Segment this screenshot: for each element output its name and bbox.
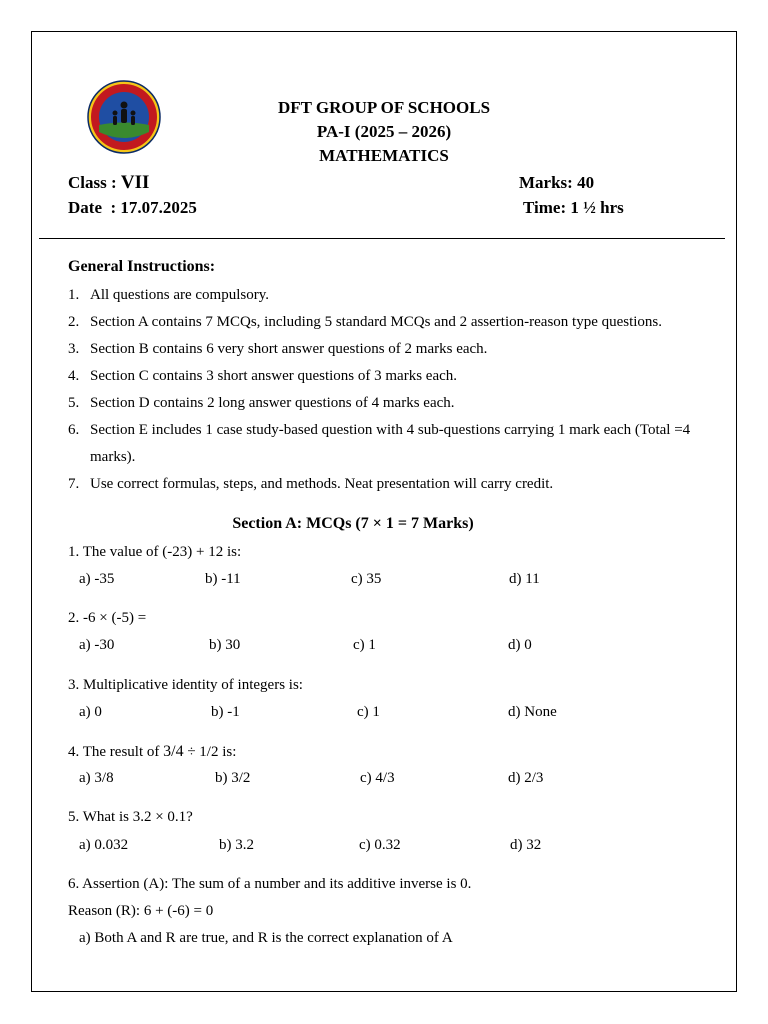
instruction-text: Section D contains 2 long answer questions of 4 marks each. [90,395,455,411]
instruction-number: 2. [68,314,80,330]
option: d) 11 [509,571,540,587]
date-value: 17.07.2025 [120,198,197,217]
time-text: Time: 1 ½ hrs [523,198,624,217]
option: a) -35 [79,571,115,587]
instruction-text: Section B contains 6 very short answer questions of 2 marks each. [90,341,488,357]
header-divider [39,238,725,239]
option: b) -1 [211,704,240,720]
option: d) None [508,704,557,720]
instruction-number: 3. [68,341,80,357]
option: a) Both A and R are true, and R is the correct explanation of A [79,930,453,946]
option: a) 3/8 [79,770,114,786]
instruction-number: 5. [68,395,80,411]
class-field [68,172,149,194]
marks-text: Marks: 40 [519,173,595,192]
question-4-suffix: ÷ 1/2 is: [183,744,237,760]
option: d) 2/3 [508,770,544,786]
option: c) 1 [357,704,380,720]
option: b) -11 [205,571,241,587]
option: a) 0.032 [79,837,129,853]
option: d) 32 [510,837,542,853]
question-2: 2. -6 × (-5) = [68,610,147,626]
question-1: 1. The value of (-23) + 12 is: [68,544,242,560]
instruction-text-continued: marks). [90,449,136,465]
class-value: VII [120,172,150,193]
question-4-prefix: 4. The result of [68,744,164,760]
option: d) 0 [508,637,532,653]
instruction-number: 6. [68,422,80,438]
question-6-reason: Reason (R): 6 + (-6) = 0 [68,903,214,919]
section-a-title: Section A: MCQs (7 × 1 = 7 Marks) [232,515,474,532]
option: c) 35 [351,571,382,587]
class-label: Class : [68,173,121,192]
instruction-text: Section C contains 3 short answer questions of 3 marks each. [90,368,458,384]
option: c) 0.32 [359,837,401,853]
option: b) 3.2 [219,837,254,853]
question-5: 5. What is 3.2 × 0.1? [68,809,193,825]
question-3: 3. Multiplicative identity of integers is: [68,677,303,693]
instruction-text: Section A contains 7 MCQs, including 5 standard MCQs and 2 assertion-reason type questions. [90,314,663,330]
subject-name: MATHEMATICS [319,146,449,165]
question-4-fraction: 3/4 [163,743,184,760]
option: a) -30 [79,637,115,653]
instructions-heading: General Instructions: [68,258,216,275]
instruction-number: 7. [68,476,80,492]
option: b) 3/2 [215,770,251,786]
question-6: 6. Assertion (A): The sum of a number and its additive inverse is 0. [68,876,472,892]
instruction-number: 1. [68,287,80,303]
exam-name: PA-I (2025 – 2026) [316,122,452,141]
instruction-text: All questions are compulsory. [90,287,269,303]
instruction-text: Use correct formulas, steps, and methods. Neat presentation will carry credit. [90,476,554,492]
date-field [68,198,197,218]
instruction-number: 4. [68,368,80,384]
option: b) 30 [209,637,241,653]
question-4 [68,743,236,761]
date-label: Date : [68,198,121,217]
school-name: DFT GROUP OF SCHOOLS [277,98,491,117]
instruction-text: Section E includes 1 case study-based question with 4 sub-questions carrying 1 mark each (Total =4 [90,422,691,438]
option: c) 1 [353,637,376,653]
option: a) 0 [79,704,102,720]
option: c) 4/3 [360,770,395,786]
